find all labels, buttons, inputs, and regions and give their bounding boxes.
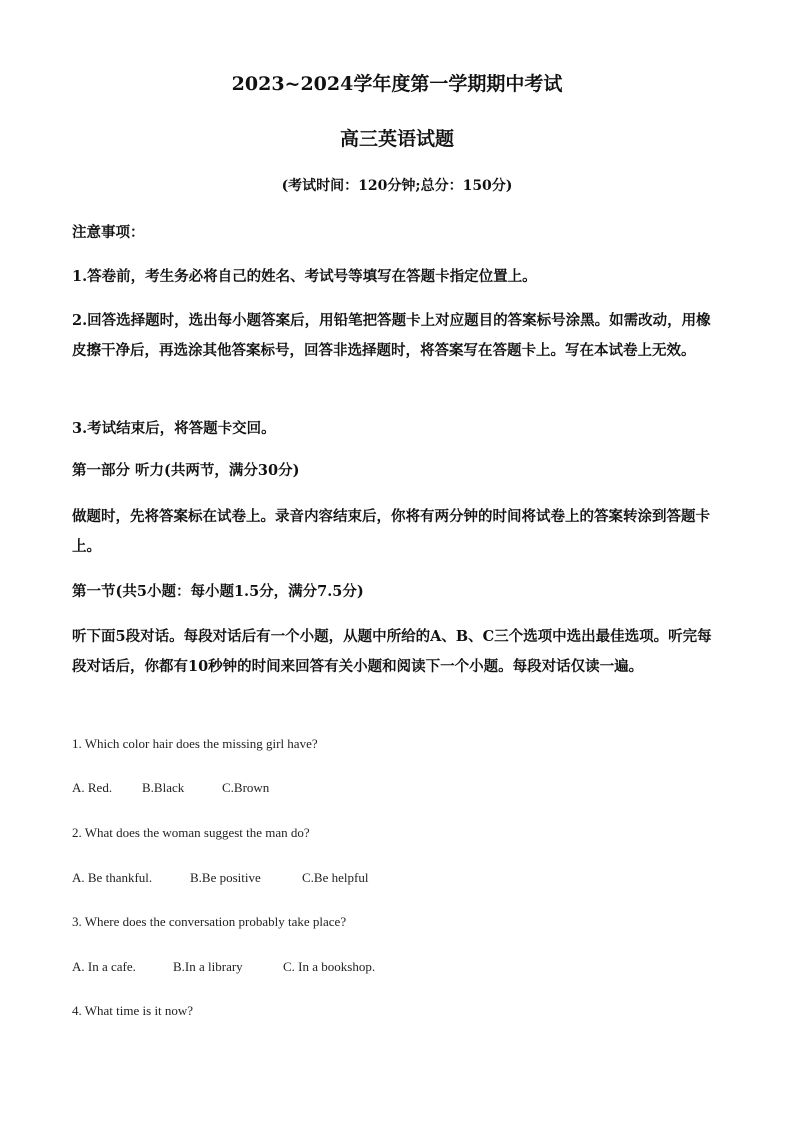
exam-title: 2023~2024学年度第一学期期中考试 [231, 73, 563, 95]
question-3-option-c[interactable]: C. In a bookshop. [283, 959, 376, 974]
question-1-option-a[interactable]: A. Red. [72, 780, 113, 795]
question-2-option-c[interactable]: C.Be helpful [302, 870, 369, 885]
question-2-option-a[interactable]: A. Be thankful. [72, 870, 153, 885]
question-3-options [72, 957, 722, 977]
part1-heading: 第一部分 听力(共两节，满分30分) [72, 462, 300, 479]
notes-item-2: 2.回答选择题时，选出每小题答案后，用铅笔把答题卡上对应题目的答案标号涂黑。如需改动，用橡皮擦干净后，再选涂其他答案标号，回答非选择题时，将答案写在答题卡上。写在本试卷上无效。 [72, 312, 711, 359]
question-1-options [72, 778, 722, 798]
exam-subject-title: 高三英语试题 [339, 128, 454, 150]
notes-item-3: 3.考试结束后，将答题卡交回。 [72, 420, 276, 437]
question-1-option-b[interactable]: B.Black [142, 780, 185, 795]
exam-info: (考试时间：120分钟;总分：150分) [281, 178, 513, 194]
question-3-option-b[interactable]: B.In a library [173, 959, 243, 974]
question-2-options [72, 868, 722, 888]
question-2-option-b[interactable]: B.Be positive [190, 870, 261, 885]
section1-instruction: 听下面5段对话。每段对话后有一个小题，从题中所给的A、B、C三个选项中选出最佳选项。听完每段对话后，你都有10秒钟的时间来回答有关小题和阅读下一个小题。每段对话仅读一遍。 [72, 628, 712, 675]
section1-heading: 第一节(共5小题：每小题1.5分，满分7.5分) [72, 583, 364, 600]
question-3-stem: 3. Where does the conversation probably take place? [72, 914, 347, 929]
part1-instruction: 做题时，先将答案标在试卷上。录音内容结束后，你将有两分钟的时间将试卷上的答案转涂到答题卡上。 [72, 508, 710, 555]
question-3-option-a[interactable]: A. In a cafe. [72, 959, 136, 974]
question-1-stem: 1. Which color hair does the missing girl have? [72, 736, 318, 751]
notes-heading: 注意事项： [72, 224, 145, 241]
question-2-stem: 2. What does the woman suggest the man do? [72, 825, 310, 840]
question-1-option-c[interactable]: C.Brown [222, 780, 270, 795]
notes-item-1: 1.答卷前，考生务必将自己的姓名、考试号等填写在答题卡指定位置上。 [72, 268, 537, 285]
question-4-stem: 4. What time is it now? [72, 1003, 194, 1018]
